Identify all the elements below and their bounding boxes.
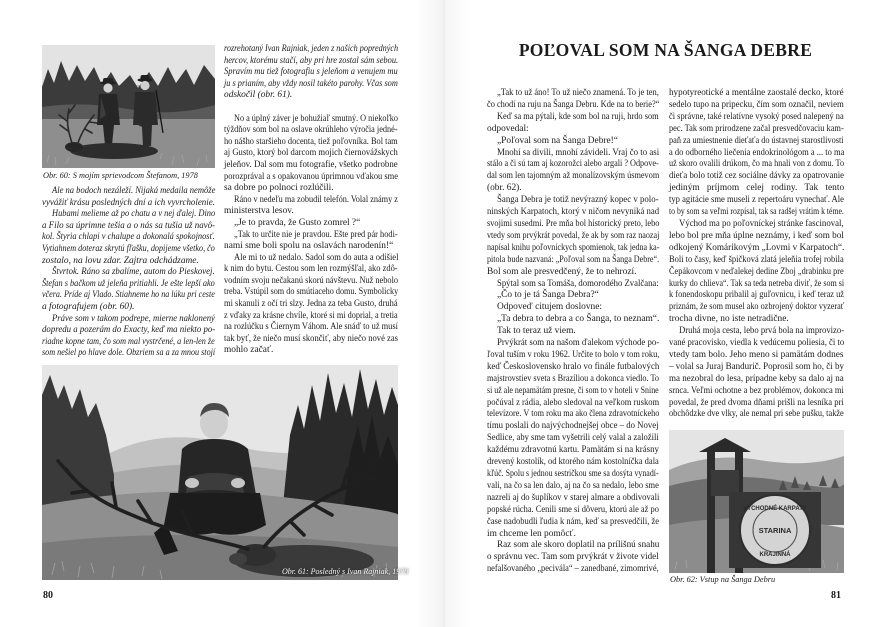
right-page-column-1 — [487, 88, 659, 576]
sign-text-top: VÝCHODNÉ KARPATY — [743, 506, 807, 512]
text-line: lebo bol pre mňa úplne neznámy, i keď som bol — [669, 230, 844, 241]
text-line-row — [487, 88, 659, 100]
text-line: a do odborného liečenia endokrinológom a ... to ma — [669, 147, 845, 158]
paragraph — [487, 302, 659, 314]
text-line: Šanga Debra je totiž nevýrazný kopec v polo- — [497, 195, 659, 206]
text-line-row — [669, 88, 844, 100]
paragraph — [224, 114, 398, 195]
text-line: pec. Tak som prirodzene začal presvedčovaciu kam- — [669, 123, 844, 134]
photo-62-caption: Obr. 62: Vstup na Šanga Debru — [670, 575, 776, 584]
text-line-row — [487, 124, 659, 136]
text-line: Mnohí sa divili, mnohí závideli. Vraj čo to asi — [497, 147, 660, 158]
text-line-row — [487, 255, 659, 267]
paragraph — [224, 195, 398, 218]
text-line-row — [42, 209, 215, 221]
photo-hunters-with-stag — [42, 45, 215, 168]
text-line: majstrovstiev sveta s Brazíliou a dokonca viedlo. To — [487, 373, 660, 384]
text-line-row — [487, 433, 659, 445]
text-line: svojimi susedmi. Pre mňa bol historický preto, lebo — [487, 218, 660, 229]
text-line-row — [669, 195, 844, 207]
text-line-row — [42, 244, 215, 256]
text-line: kurky do chlieva“. Tak sa teda netreba diviť, že som si — [669, 278, 845, 289]
text-line: dieťa bolo totiž cez sociálne dávky za opatrovanie — [669, 171, 845, 182]
text-line: Odpoveď citujem doslovne: — [497, 302, 603, 313]
text-line: už skoro ovalili drúkom, čo ma hnali von z domu. To — [669, 159, 845, 170]
text-line-row — [224, 90, 398, 102]
text-line-row — [487, 350, 659, 362]
text-line-row — [224, 56, 398, 68]
left-page-column-2 — [224, 44, 398, 357]
text-line-row — [487, 386, 659, 398]
sign-text-bottom: KRAJINNÁ — [759, 552, 791, 558]
text-line: im chceme len pomôcť. — [487, 528, 576, 539]
text-line-row — [487, 374, 659, 386]
text-line-row — [42, 256, 215, 268]
text-line: tímu poslali do najvýchodnejšej obce – do Novej — [487, 421, 659, 432]
text-line-row — [224, 114, 398, 126]
text-line: Spýtal som sa Tomáša, domorodého Zvalčana: — [497, 278, 659, 289]
text-line: „Tak to už áno! To už niečo znamená. To je ten, — [497, 88, 659, 98]
text-line: každému zdravotnú kartu. Pamätám si na krásny — [487, 445, 659, 456]
text-line-row — [487, 493, 659, 505]
text-line-row — [224, 230, 398, 242]
text-line-row — [42, 337, 215, 349]
text-line: porozprával a s opakovanou úprimnou vďakou sme — [224, 171, 398, 182]
photo-rajniak-with-stag — [42, 365, 398, 580]
text-line-row — [224, 345, 398, 357]
text-line-row — [669, 350, 844, 362]
paragraph — [224, 44, 398, 102]
text-line-row — [487, 540, 659, 552]
text-line-row — [487, 171, 659, 183]
photo-61-caption: Obr. 61: Posledný s Ivan Rajniak, 1978 — [282, 567, 409, 576]
text-line-row — [669, 290, 844, 302]
text-line: vodním svoju nečakanú skorú návštevu. Nuž nebolo — [224, 275, 399, 286]
text-line: Boli to časy, keď špičková zlatá jeleňia trofej robila — [669, 254, 844, 265]
text-line-row — [42, 232, 215, 244]
text-line-row — [224, 195, 398, 207]
paragraph — [487, 148, 659, 196]
text-line-row — [669, 243, 844, 255]
text-line-row — [669, 279, 844, 291]
text-line: – volal sa Juraj Bandurič. Poprosil som ho, či by — [669, 361, 845, 372]
text-line-row — [224, 67, 398, 79]
text-line-row — [224, 137, 398, 149]
text-line-row — [669, 267, 844, 279]
text-line-row — [487, 279, 659, 291]
text-line-row — [224, 276, 398, 288]
text-line: hercov, ktorému stačí, aby pri hre zostal sám sebou. — [224, 55, 399, 66]
text-line-row — [487, 100, 659, 112]
paragraph — [224, 218, 398, 230]
paragraph — [487, 326, 659, 338]
text-line-row — [487, 314, 659, 326]
text-line-row — [224, 253, 398, 265]
text-line-row — [669, 302, 844, 314]
text-line-row — [669, 326, 844, 338]
text-line: som nešiel po hlave dole. Obzriem sa a za mnou stojí — [42, 348, 216, 359]
text-line: Východ ma po poľovníckej stránke fascinoval, — [679, 218, 844, 229]
text-line-row — [42, 314, 215, 326]
text-line-row — [42, 279, 215, 291]
chapter-title: POĽOVAL SOM NA ŠANGA DEBRE — [518, 40, 813, 60]
text-line-row — [487, 326, 659, 338]
text-line: „Poľoval som na Šanga Debre!“ — [497, 135, 618, 146]
text-line: kol. Štyria chlapi v chalupe a dokonalá spokojnosť. — [42, 232, 215, 243]
text-line: vtedy tam bolo. Jeho meno si pamätám dodnes — [669, 349, 844, 360]
text-line: čo chodí na ruju na Šanga Debru. Kde na to berie?“ — [487, 99, 660, 110]
paragraph — [487, 112, 659, 136]
text-line: sa dobre po polnoci rozlúčili. — [224, 183, 334, 194]
paragraph — [487, 338, 659, 540]
paragraph — [487, 314, 659, 326]
text-line-row — [669, 362, 844, 374]
paragraph — [224, 253, 398, 357]
page-number-left: 80 — [43, 590, 53, 601]
text-line-row — [487, 505, 659, 517]
text-line-row — [669, 314, 844, 326]
text-line-row — [42, 198, 215, 210]
text-line: ľoval tuším v roku 1962. Určite to bolo v tom roku, — [487, 349, 660, 360]
paragraph — [42, 209, 215, 267]
text-line: odpovedal: — [487, 123, 529, 134]
text-line: rozrehotaný Ivan Rajniak, jeden z našich popredných — [224, 44, 399, 54]
text-line-row — [224, 125, 398, 137]
text-line: Hubami melieme až po chatu a v nej ďalej. Dino — [52, 209, 216, 220]
text-line: povedal, že pred dvoma dňami prišli na lesníka pri — [669, 397, 844, 408]
text-line: typ agitácie sme museli z repertoáru vynechať. Ale — [669, 195, 844, 206]
text-line: včera. Príde aj Vlado. Stiahneme ho na lúku pri ceste — [42, 290, 215, 301]
text-line: riadne kopne tam, čo som mal vystrčené, a len-len že — [42, 336, 215, 347]
paragraph — [487, 88, 659, 112]
text-line: treba. Vstúpil som do smútiaceho domu. Symbolicky — [224, 287, 399, 298]
paragraph — [487, 136, 659, 148]
text-line: z vďaky za krásne chvíle, ktoré si mi doprial, a tretia — [224, 310, 398, 321]
paragraph — [42, 314, 215, 360]
text-line-row — [487, 457, 659, 469]
text-line: televízore. V tom roku ma ako člena zdravotníckeho — [487, 409, 660, 420]
text-line-row — [487, 552, 659, 564]
text-line: mi skanuli z očí tri slzy. Jedna za teba Gusto, druhá — [224, 299, 398, 310]
text-line: „Je to pravda, že Gusto zomrel ?“ — [234, 217, 361, 228]
text-line: ju s prianím, aby vždy nosil takéto parohy. Včas som — [224, 78, 398, 89]
text-line: počúval z rádia, alebo sledoval na veľkom ruskom — [487, 397, 660, 408]
text-line: k nim do bytu. Cestou som len rozmýšľal, ako zdô- — [224, 264, 398, 275]
text-line: mohlo začať. — [224, 345, 274, 356]
text-line-row — [487, 207, 659, 219]
text-line-row — [487, 290, 659, 302]
text-line-row — [42, 348, 215, 360]
text-line: ninských Karpatoch, ktorý v ničom nevyniká nad — [487, 207, 660, 218]
text-line: a fotografujem (obr. 60). — [42, 301, 135, 312]
text-line-row — [669, 207, 844, 219]
text-line-row — [487, 231, 659, 243]
text-line-row — [669, 219, 844, 231]
text-line: Druhá moja cesta, lebo prvá bola na improvizo- — [679, 326, 845, 337]
text-line-row — [224, 172, 398, 184]
text-line-row — [42, 290, 215, 302]
text-line: Ale na bodoch nezáleží. Nijaká medaila nemôže — [52, 186, 216, 196]
text-line: aj Gusto, ktorý bol darcom mojich čiernovážskych — [224, 148, 398, 159]
text-line: vyvážiť krásu posledných dní a ich vyvrcholenie. — [42, 197, 215, 208]
text-line: ho nášho staršieho docenta, tiež poľovníka. Bol tam — [224, 136, 398, 147]
text-line: ma nezobral do lesa, prípadne keby sa dalo aj na — [669, 373, 844, 384]
right-page-column-2 — [669, 88, 844, 421]
text-line: srnca. Veľmi ochotne a bez problémov, dokonca mi — [669, 385, 844, 396]
text-line-row — [487, 159, 659, 171]
photo-sanga-debra-sign — [669, 430, 844, 573]
text-line: ministerstva lesov. — [224, 206, 294, 217]
text-line: Raz som ale skoro doplatil na prílišnú snahu — [497, 540, 660, 551]
text-line-row — [487, 469, 659, 481]
paragraph — [669, 219, 844, 326]
text-line: odkojený Komárikovým „Lovmi v Karpatoch“. — [669, 242, 845, 253]
text-line: nami sme boli spolu na oslavách narodenín!“ — [224, 241, 394, 252]
text-line: týždňov som bol na oslave okrúhleho výročia jedné- — [224, 125, 398, 136]
text-line-row — [487, 302, 659, 314]
text-line: paň za umiestnenie dieťaťa do ústavnej starostlivosti — [669, 135, 844, 146]
text-line: „Čo to je tá Šanga Debra?“ — [497, 290, 599, 301]
paragraph — [487, 195, 659, 278]
text-line: a Filo sa úprimne tešia a o nás sa tušia už navô- — [42, 220, 216, 231]
left-page-column-1 — [42, 186, 215, 360]
text-line-row — [669, 183, 844, 195]
text-line-row — [669, 112, 844, 124]
text-line-row — [224, 264, 398, 276]
paragraph — [669, 88, 844, 219]
text-line: Prvýkrát som na našom ďalekom východe po- — [497, 338, 660, 349]
text-line: Vytiahnem doteraz skrytú fľašku, dopijeme všetko, čo — [42, 243, 215, 254]
paragraph — [487, 540, 659, 576]
text-line-row — [224, 79, 398, 91]
text-line: zostalo, na lovu zdar. Zajtra odchádzame. — [42, 255, 199, 266]
text-line: vané pracovisko, viedla k vedúcemu poliesia, či to — [669, 338, 845, 349]
text-line: No a úplný záver je bohužiaľ smutný. O niekoľko — [234, 113, 399, 124]
text-line: jediným príjmom celej rodiny. Tak tento — [669, 183, 845, 194]
text-line-row — [224, 311, 398, 323]
text-line-row — [487, 481, 659, 493]
text-line: dopredu a pozerám do Exacty, keď ma niekto po- — [42, 325, 216, 336]
text-line: Sedlice, aby sme tam vyšetrili celý valal a založili — [487, 433, 659, 444]
text-line-row — [669, 338, 844, 350]
text-line-row — [42, 302, 215, 314]
text-line: Štefan s bačkom už jeleňa pritiahli. Je ešte lepší ako — [42, 278, 215, 289]
text-line: sedelo tupo na pripecku, čím som označil, neviem — [669, 99, 844, 110]
text-line-row — [669, 255, 844, 267]
text-line-row — [487, 445, 659, 457]
text-line: odskočil (obr. 61). — [224, 90, 293, 101]
text-line: stálo a či sú tam aj kozorožci alebo argali ? Odpove- — [487, 159, 659, 170]
text-line: na rozlúčku s Čiernym Váhom. Ale snáď to už musí — [224, 322, 398, 333]
text-line-row — [487, 219, 659, 231]
text-line-row — [487, 398, 659, 410]
text-line: Štvrtok. Ráno sa zbalíme, autom do Pieskovej. — [52, 267, 215, 278]
text-line-row — [669, 100, 844, 112]
text-line: to by som sa veľmi rozpísal, tak sa radšej vrátim k téme. — [669, 207, 844, 218]
text-line-row — [224, 334, 398, 346]
text-line: o správnu vec. Tam som prvýkrát v živote videl — [487, 552, 659, 563]
text-line-row — [669, 148, 844, 160]
text-line: napísal knihu poľovníckych spomienok, tak jedna ka- — [487, 242, 660, 253]
text-line-row — [487, 421, 659, 433]
text-line: Čepákovcom v neďalekej dedine Zboj „drabinku pre — [669, 266, 844, 277]
text-line-row — [487, 517, 659, 529]
text-line-row — [669, 231, 844, 243]
text-line: popské rúcha. Cenili sme si dôveru, ktorú ale až po — [487, 504, 659, 515]
text-line-row — [487, 529, 659, 541]
text-line-row — [42, 221, 215, 233]
text-line: nazreli aj do šuplíkov v starej almare a obdivovali — [487, 492, 660, 503]
sign-text-middle: STARINA — [758, 526, 792, 535]
text-line-row — [42, 325, 215, 337]
text-line: (obr. 62). — [487, 183, 522, 194]
text-line-row — [224, 206, 398, 218]
text-line: Keď sa ma pýtali, kde som bol na ruji, hrdo som — [497, 111, 659, 122]
text-line-row — [487, 362, 659, 374]
paragraph — [224, 230, 398, 253]
text-line: Ale mi to už nedalo. Sadol som do auta a odišiel — [234, 252, 399, 263]
paragraph — [42, 267, 215, 313]
text-line-row — [224, 299, 398, 311]
text-line: keď Československo hralo vo finále futbalových — [487, 361, 660, 372]
paragraph — [487, 290, 659, 302]
text-line: kľúč. Spolu s jednou sestričkou sme sa dosýta vynadí- — [487, 469, 659, 479]
text-line-row — [224, 241, 398, 253]
text-line: čase nadobudli ľudia k nám, keď sa presvedčili, že — [487, 516, 660, 527]
paragraph — [487, 279, 659, 291]
text-line-row — [487, 195, 659, 207]
text-line: Bol som ale presvedčený, že to nehrozí. — [487, 266, 637, 277]
text-line: hypotyreotické a mentálne zaostalé decko, ktoré — [669, 88, 844, 98]
text-line: vtedy som prvýkrát povedal, že ak by som raz naozaj — [487, 230, 660, 241]
text-line-row — [487, 243, 659, 255]
text-line-row — [224, 218, 398, 230]
text-line-row — [487, 409, 659, 421]
text-line-row — [669, 171, 844, 183]
text-line-row — [42, 186, 215, 198]
text-line: „Ta debra to debra a co Šanga, to neznam“. — [497, 314, 660, 325]
text-line-row — [487, 564, 659, 576]
text-line-row — [487, 148, 659, 160]
text-line: vali, na čo sa len dalo, aj na čo sa nedalo, lebo sme — [487, 480, 659, 491]
text-line-row — [487, 112, 659, 124]
text-line-row — [487, 183, 659, 195]
text-line-row — [224, 160, 398, 172]
text-line-row — [224, 287, 398, 299]
paragraph — [669, 326, 844, 421]
text-line: dal som len tajomným až monalízovským úsmevom — [487, 171, 660, 182]
paragraph — [42, 186, 215, 209]
book-gutter — [418, 0, 470, 627]
text-line-row — [669, 398, 844, 410]
photo-60-caption: Obr. 60: S mojím sprievodcom Štefanom, 1978 — [43, 171, 198, 180]
text-line: nefalšovaného „pecivála“ – zanedbané, zimomrivé, — [487, 564, 659, 575]
text-line: jeleňov. Dal som mu fotografie, všetko podrobne — [224, 159, 398, 170]
text-line-row — [224, 322, 398, 334]
text-line: si už ale nepamätám presne, či som to v hoteli v Snine — [487, 385, 659, 396]
text-line: priznám, že som musel ako ozbrojený doktor vyzerať — [669, 302, 845, 313]
text-line-row — [669, 124, 844, 136]
text-line-row — [669, 136, 844, 148]
text-line: Spravím mu tiež fotografiu s jeleňom a venujem mu — [224, 67, 398, 78]
text-line: pitola bude nazvaná: „Poľoval som na Šanga Debre“. — [487, 254, 660, 265]
text-line-row — [224, 183, 398, 195]
page-number-right: 81 — [831, 590, 841, 601]
text-line-row — [487, 136, 659, 148]
text-line: trocha divne, no iste netradične. — [669, 314, 789, 325]
text-line: obchôdzke dve vlky, ale nemal pri sebe pušku, takže — [669, 409, 844, 420]
text-line: Tak to teraz už viem. — [497, 326, 576, 337]
text-line-row — [669, 374, 844, 386]
text-line-row — [669, 159, 844, 171]
text-line: Ráno v nedeľu ma zobudil telefón. Volal známy z — [234, 194, 398, 205]
text-line: „Tak to určite nie je pravdou. Ešte pred pár hodi- — [234, 229, 398, 240]
text-line-row — [669, 386, 844, 398]
text-line-row — [42, 267, 215, 279]
text-line-row — [224, 148, 398, 160]
text-line: k fonendoskopu pribalil aj guľovnicu, i keď teraz už — [669, 290, 845, 301]
text-line-row — [487, 267, 659, 279]
text-line: či správne, také relatívne vysoký posed nalepený na — [669, 111, 844, 122]
text-line: Práve som v takom podrepe, mierne naklonený — [52, 313, 215, 324]
text-line-row — [669, 409, 844, 421]
text-line-row — [487, 338, 659, 350]
text-line: drevený kostolík, od ktorého nám kostolníčka dala — [487, 457, 659, 468]
text-line-row — [224, 44, 398, 56]
text-line: tak byť, že niečo musí skončiť, aby niečo nové zas — [224, 333, 398, 344]
